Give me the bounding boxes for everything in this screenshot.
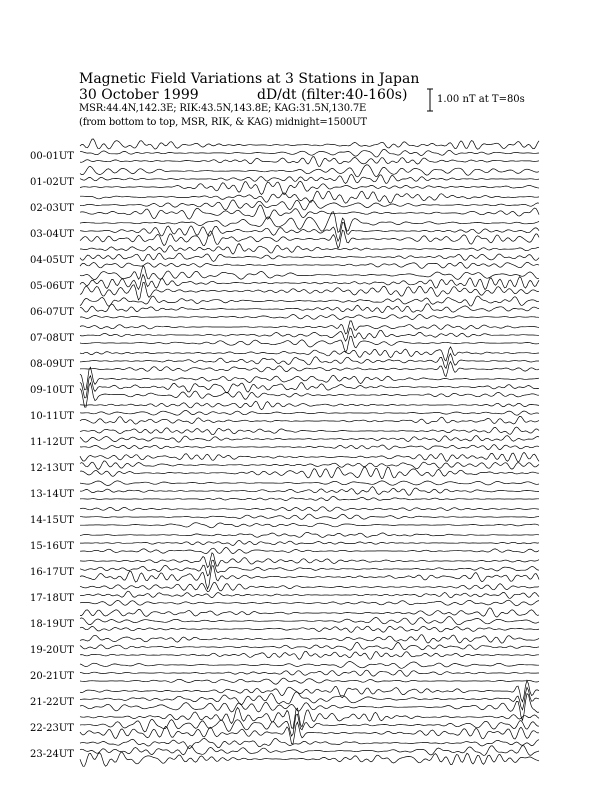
scale-label: 1.00 nT at T=80s bbox=[437, 94, 525, 105]
trace-kag bbox=[80, 553, 539, 568]
trace-kag bbox=[80, 635, 539, 644]
trace-msr bbox=[80, 336, 539, 352]
trace-msr bbox=[80, 496, 539, 500]
hour-label: 14-15UT bbox=[30, 515, 74, 526]
trace-msr bbox=[80, 362, 539, 377]
trace-msr bbox=[80, 315, 539, 320]
trace-rik bbox=[80, 304, 539, 313]
trace-msr bbox=[80, 262, 539, 268]
hour-label: 11-12UT bbox=[30, 437, 74, 448]
hour-label: 01-02UT bbox=[30, 177, 74, 188]
trace-rik bbox=[80, 174, 539, 183]
hour-label: 22-23UT bbox=[30, 723, 74, 734]
hour-label: 18-19UT bbox=[30, 619, 74, 630]
hour-label: 05-06UT bbox=[30, 281, 74, 292]
hour-label: 13-14UT bbox=[30, 489, 74, 500]
hour-label: 19-20UT bbox=[30, 645, 74, 656]
trace-kag bbox=[80, 321, 539, 334]
trace-rik bbox=[80, 514, 539, 519]
trace-kag bbox=[80, 212, 539, 233]
trace-kag bbox=[80, 427, 539, 435]
station-coordinates: MSR:44.4N,142.3E; RIK:43.5N,143.8E; KAG:31.5N,130.7E bbox=[79, 103, 367, 114]
trace-kag bbox=[80, 608, 539, 617]
hour-label: 00-01UT bbox=[30, 151, 74, 162]
trace-msr bbox=[80, 694, 539, 721]
date-label: 30 October 1999 bbox=[79, 87, 199, 103]
trace-rik bbox=[80, 275, 539, 290]
hour-label: 09-10UT bbox=[30, 385, 74, 396]
trace-kag bbox=[80, 708, 539, 729]
trace-msr bbox=[80, 157, 539, 167]
hour-label: 10-11UT bbox=[30, 411, 74, 422]
trace-msr bbox=[80, 416, 539, 424]
hour-label: 16-17UT bbox=[30, 567, 74, 578]
trace-rik bbox=[80, 746, 539, 756]
trace-rik bbox=[80, 591, 539, 598]
trace-msr bbox=[80, 678, 539, 684]
trace-msr bbox=[80, 523, 539, 528]
trace-kag bbox=[80, 401, 539, 410]
hour-label: 04-05UT bbox=[30, 255, 74, 266]
trace-msr bbox=[80, 467, 539, 479]
hour-label: 15-16UT bbox=[30, 541, 74, 552]
trace-msr bbox=[80, 445, 539, 450]
trace-msr bbox=[80, 752, 539, 766]
hour-label: 02-03UT bbox=[30, 203, 74, 214]
trace-kag bbox=[80, 582, 539, 591]
trace-rik bbox=[80, 487, 539, 496]
trace-kag bbox=[80, 481, 539, 486]
trace-msr bbox=[80, 626, 539, 632]
trace-kag bbox=[80, 662, 539, 669]
trace-kag bbox=[80, 191, 539, 203]
chart-title: Magnetic Field Variations at 3 Stations in Japan bbox=[79, 71, 420, 87]
trace-rik bbox=[80, 411, 539, 416]
trace-msr bbox=[80, 383, 539, 407]
hour-label: 17-18UT bbox=[30, 593, 74, 604]
trace-msr bbox=[80, 548, 539, 554]
trace-rik bbox=[80, 642, 539, 650]
trace-rik bbox=[80, 354, 539, 369]
trace-rik bbox=[80, 436, 539, 443]
trace-rik bbox=[80, 670, 539, 676]
hour-label: 12-13UT bbox=[30, 463, 74, 474]
trace-msr bbox=[80, 722, 539, 744]
filter-label: dD/dt (filter:40-160s) bbox=[257, 87, 408, 103]
trace-msr bbox=[80, 600, 539, 606]
trace-msr bbox=[80, 651, 539, 659]
trace-msr bbox=[80, 566, 539, 589]
hour-label: 20-21UT bbox=[30, 671, 74, 682]
hour-label: 23-24UT bbox=[30, 749, 74, 760]
hour-label: 07-08UT bbox=[30, 333, 74, 344]
trace-kag bbox=[80, 532, 539, 537]
hour-label: 21-22UT bbox=[30, 697, 74, 708]
hour-label: 08-09UT bbox=[30, 359, 74, 370]
trace-rik bbox=[80, 461, 539, 470]
trace-rik bbox=[80, 328, 539, 342]
trace-kag bbox=[80, 347, 539, 361]
trace-kag bbox=[80, 680, 539, 701]
trace-kag bbox=[80, 244, 539, 255]
trace-kag bbox=[80, 452, 539, 462]
station-order-note: (from bottom to top, MSR, RIK, & KAG) midnight=1500UT bbox=[79, 117, 367, 128]
trace-kag bbox=[80, 139, 539, 149]
trace-rik bbox=[80, 617, 539, 625]
trace-rik bbox=[80, 149, 539, 157]
hour-label: 03-04UT bbox=[30, 229, 74, 240]
trace-rik bbox=[80, 253, 539, 261]
trace-msr bbox=[80, 181, 539, 194]
hour-label: 06-07UT bbox=[30, 307, 74, 318]
trace-kag bbox=[80, 165, 539, 177]
trace-rik bbox=[80, 540, 539, 545]
trace-kag bbox=[80, 507, 539, 512]
